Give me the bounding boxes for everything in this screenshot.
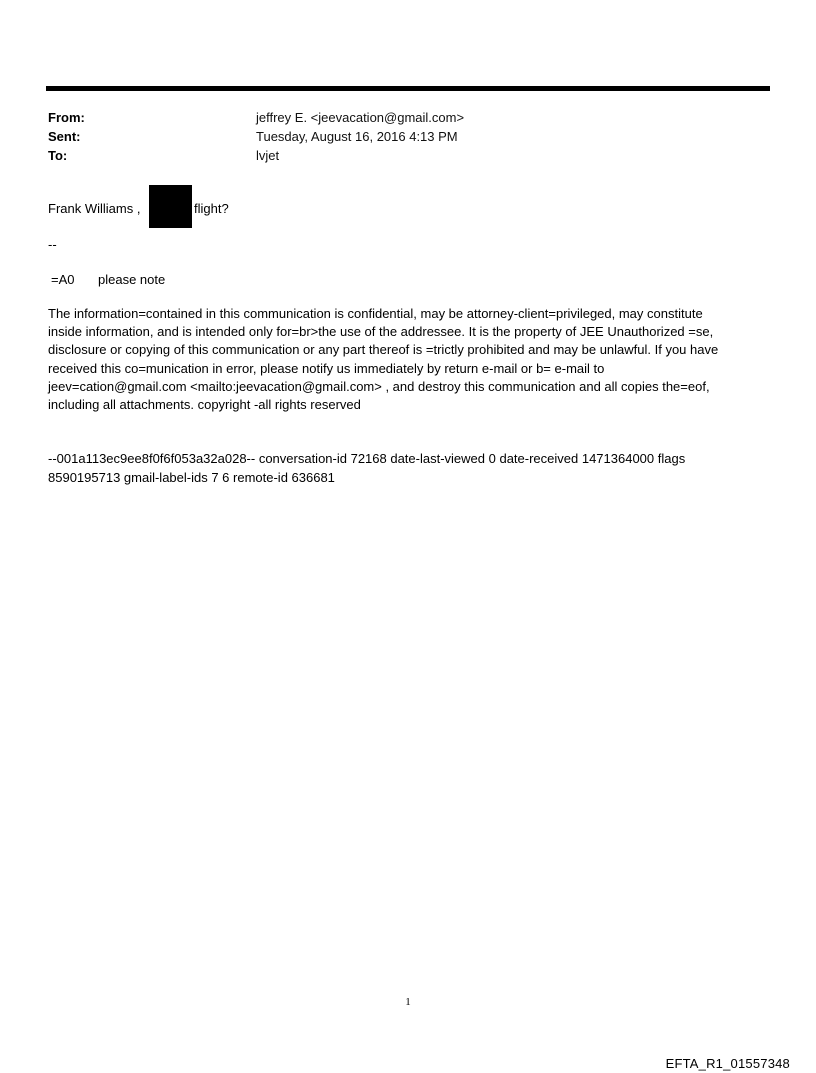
document-id: EFTA_R1_01557348 [665,1056,790,1071]
greeting-after: flight? [194,201,229,216]
to-value: lvjet [256,148,280,163]
metadata-line: --001a113ec9ee8f0f6f053a32a028-- conversation-id 72168 date-last-viewed 0 date-received 1471364000 flags [48,451,686,466]
header-rule [46,86,770,91]
sent-label: Sent: [48,129,81,144]
metadata-line: 8590195713 gmail-label-ids 7 6 remote-id 636681 [48,470,335,485]
disclaimer-line: received this co=munication in error, please notify us immediately by return e-mail or b= e-mail to [48,360,605,376]
sent-value: Tuesday, August 16, 2016 4:13 PM [256,129,458,144]
greeting-name: Frank Williams , [48,201,141,216]
metadata-block [48,449,768,487]
from-label: From: [48,110,85,125]
note-text: please note [98,272,166,287]
disclaimer-line: inside information, and is intended only for=br>the use of the addressee. It is the property of JEE Unauthorized =se, [48,324,714,340]
disclaimer-line: The information=contained in this communication is confidential, may be attorney-client=privileged, may constitute [48,306,703,321]
from-value: jeffrey E. <jeevacation@gmail.com> [256,110,465,125]
disclaimer-line: jeev=cation@gmail.com <mailto:jeevacation@gmail.com> , and destroy this communication and all copies the=eof, [48,378,710,394]
separator: -- [48,237,57,252]
redaction-box [149,185,192,228]
disclaimer-line: including all attachments. copyright -all rights reserved [48,397,361,413]
to-label: To: [48,148,68,163]
page-number: 1 [405,996,411,1008]
disclaimer-paragraph [48,305,768,414]
note-code: =A0 [51,272,75,287]
disclaimer-line: disclosure or copying of this communication or any part thereof is =trictly prohibited and may be unlawful. If you have [48,342,719,358]
